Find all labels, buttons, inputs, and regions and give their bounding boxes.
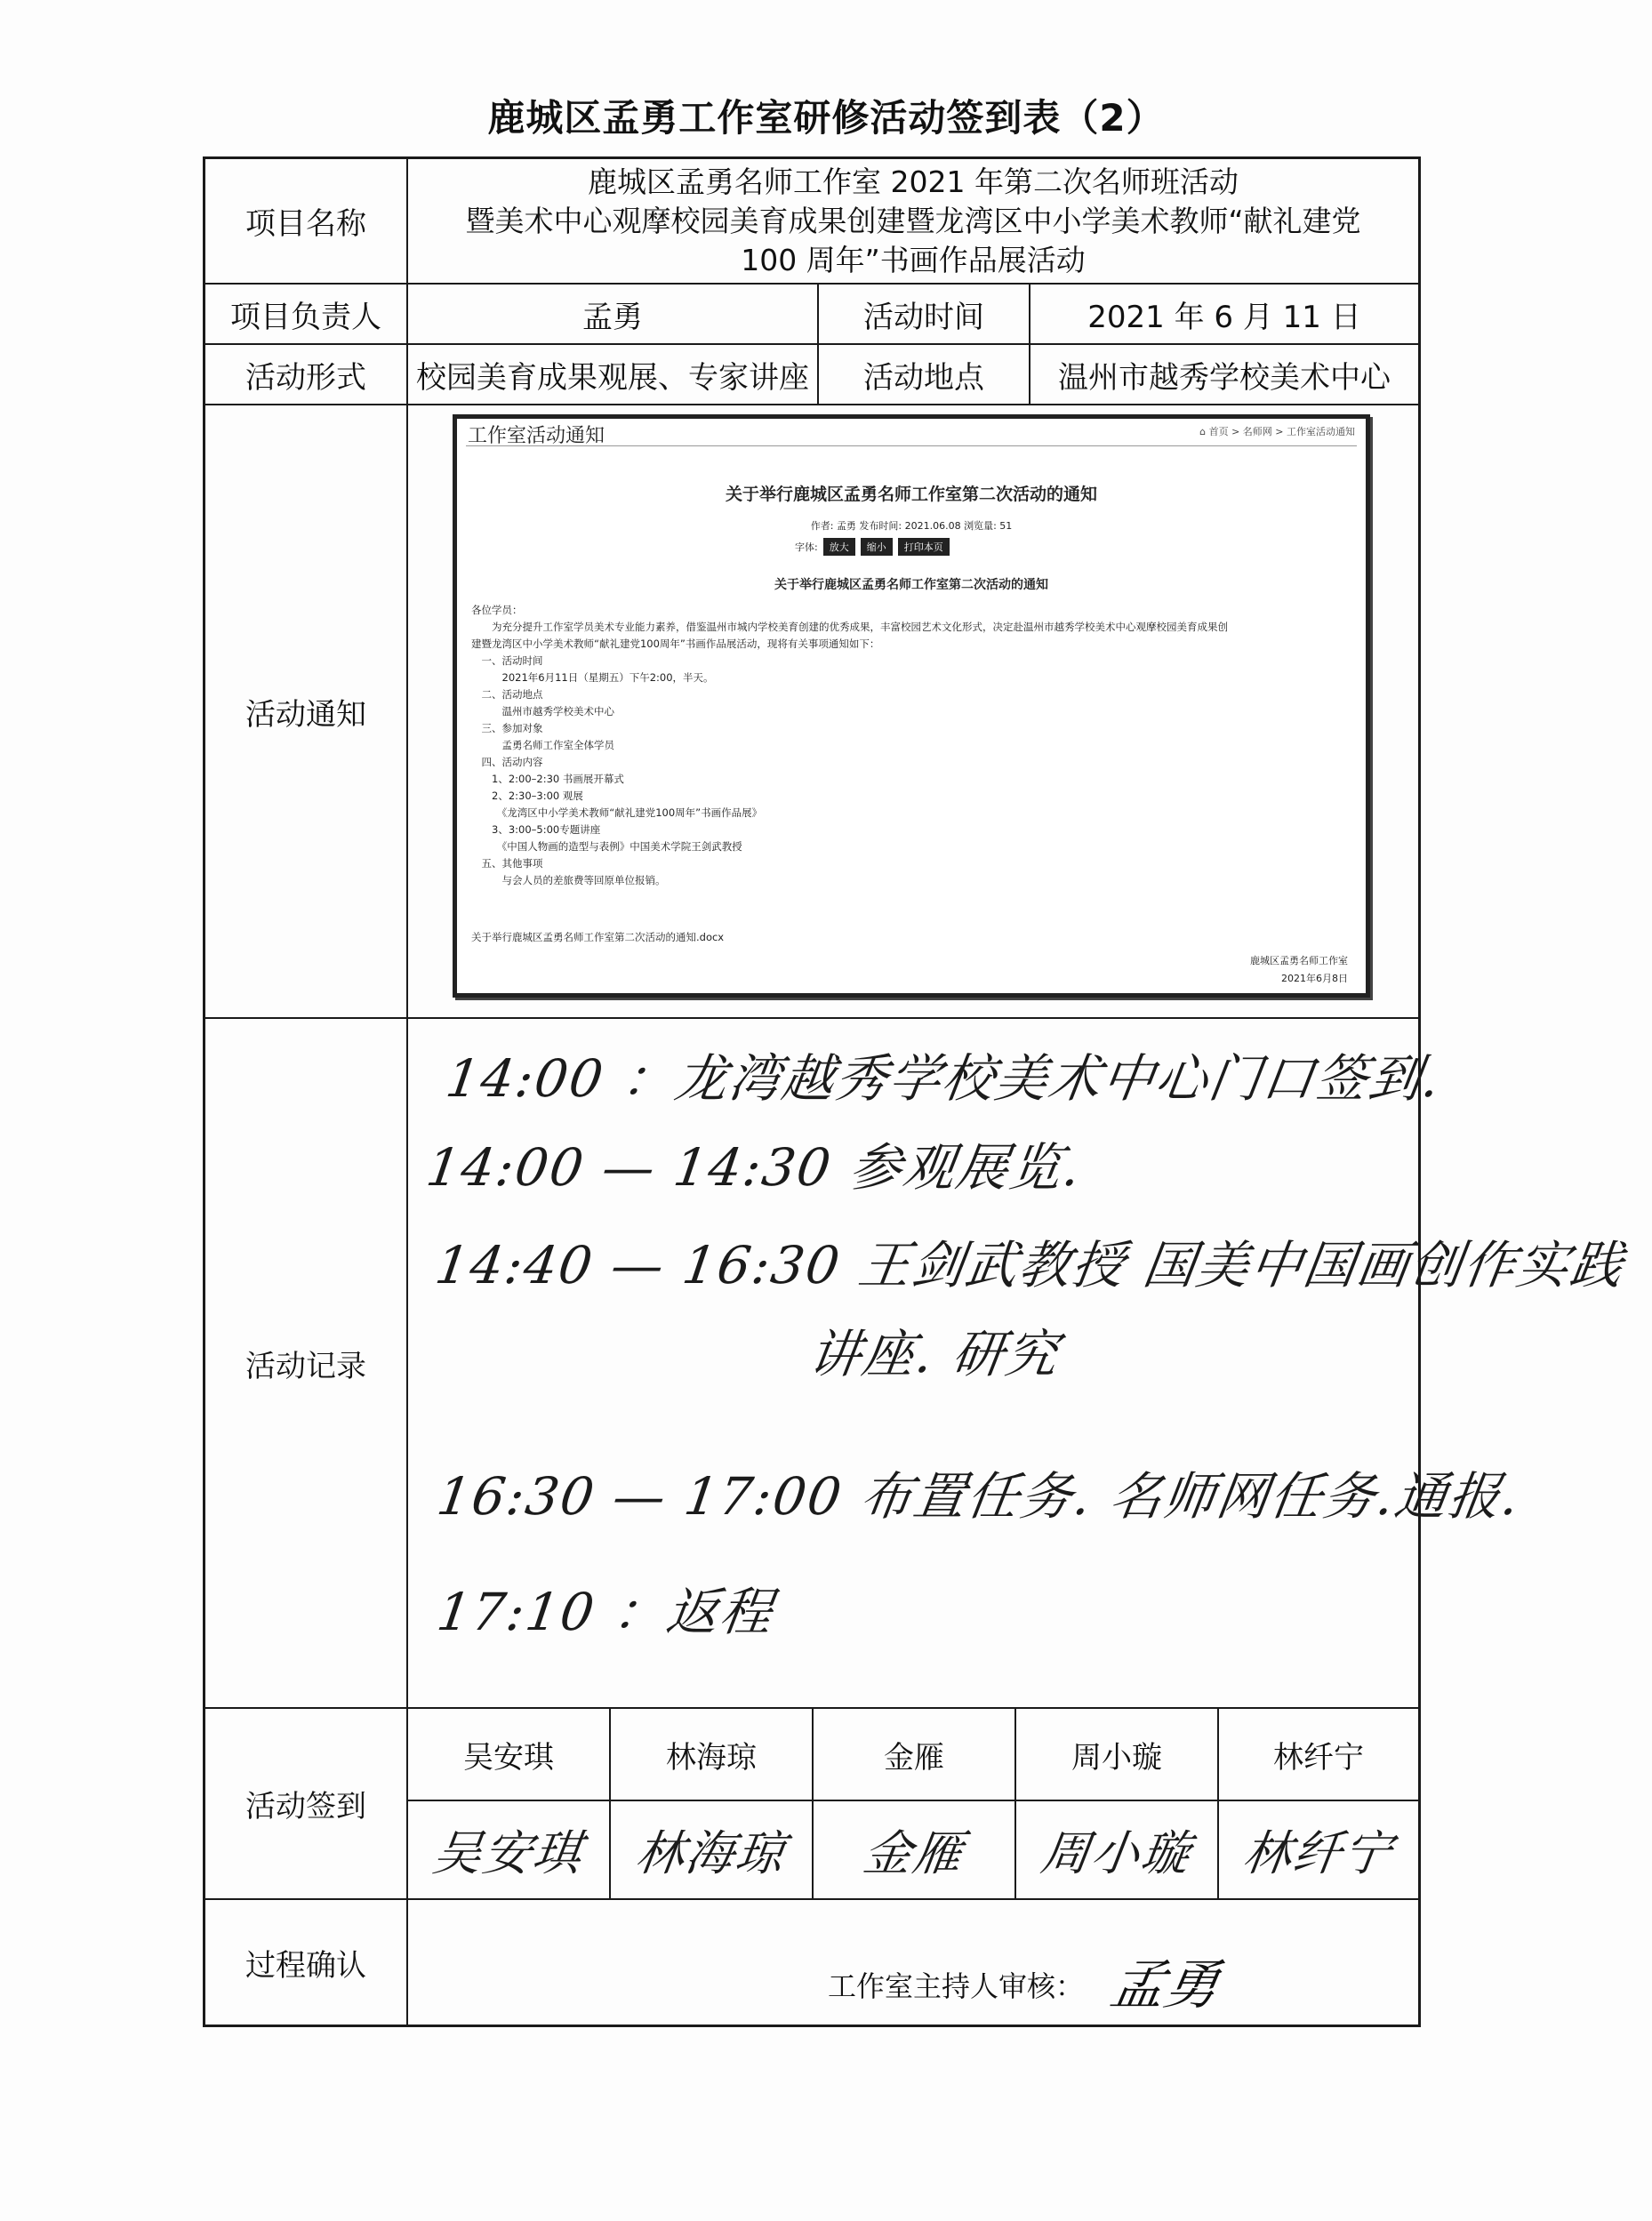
- handwritten-signature: 金雁: [860, 1825, 967, 1881]
- notice-line: 五、其他事项: [471, 857, 543, 870]
- record-line: 14:00 ：龙湾越秀学校美术中心门口签到.: [442, 1048, 1446, 1109]
- notice-line: 3、3:00–5:00专题讲座: [471, 823, 601, 836]
- print-button[interactable]: 打印本页: [898, 538, 950, 556]
- sign-org: 鹿城区孟勇名师工作室: [1250, 955, 1348, 966]
- signature-cell: [611, 1801, 814, 1898]
- notice-title: 关于举行鹿城区孟勇名师工作室第二次活动的通知: [725, 485, 1097, 504]
- notice-line: 2021年6月11日（星期五）下午2:00，半天。: [471, 671, 714, 684]
- signature-cell: [408, 1801, 611, 1898]
- project-name-value: [408, 159, 1418, 283]
- font-controls: [795, 538, 950, 556]
- confirm-label: 过程确认: [205, 1900, 408, 2025]
- notice-line: 建暨龙湾区中小学美术教师“献礼建党100周年”书画作品展活动，现将有关事项通知如下：: [471, 637, 880, 650]
- row-signin: [205, 1709, 1418, 1900]
- project-name-line: 100 周年”书画作品展活动: [741, 242, 1086, 277]
- row-leader-time: [205, 285, 1418, 345]
- handwritten-signature: 林海琼: [632, 1825, 790, 1881]
- notice-line: 各位学员：: [471, 604, 523, 616]
- notice-line: 温州市越秀学校美术中心: [471, 705, 614, 718]
- row-confirm: [205, 1900, 1418, 2025]
- notice-line: 为充分提升工作室学员美术专业能力素养，借鉴温州市城内学校美育创建的优秀成果，丰富校园艺术文化形式，决定赴温州市越秀学校美术中心观摩校园美育成果创: [471, 621, 1228, 633]
- notice-meta: 作者: 孟勇 发布时间: 2021.06.08 浏览量: 51: [810, 520, 1013, 532]
- notice-subtitle: 关于举行鹿城区孟勇名师工作室第二次活动的通知: [774, 578, 1048, 592]
- signin-names-row: [408, 1709, 1418, 1801]
- review-signature: 孟勇: [1105, 1954, 1224, 2017]
- signin-name: 吴安琪: [408, 1709, 611, 1800]
- project-name-line: 鹿城区孟勇名师工作室 2021 年第二次名师班活动: [588, 164, 1239, 199]
- attachment-link[interactable]: 关于举行鹿城区孟勇名师工作室第二次活动的通知.docx: [471, 931, 725, 943]
- time-value: 2021 年 6 月 11 日: [1087, 299, 1361, 335]
- font-shrink-button[interactable]: 缩小: [861, 538, 893, 556]
- signin-name: 林纤宁: [1273, 1739, 1364, 1776]
- record-line: 讲座. 研究: [805, 1324, 1063, 1384]
- signin-form-table: [203, 156, 1629, 2027]
- form-label: 活动形式: [205, 345, 408, 404]
- notice-line: 孟勇名师工作室全体学员: [471, 739, 614, 751]
- signin-label: 活动签到: [205, 1709, 408, 1898]
- signin-name: 金雁: [814, 1709, 1016, 1800]
- font-enlarge-button[interactable]: 放大: [823, 538, 855, 556]
- record-line: 14:00 — 14:30 参观展览.: [422, 1137, 1087, 1198]
- signature-cell: [1219, 1801, 1418, 1898]
- project-name-line: 暨美术中心观摩校园美育成果创建暨龙湾区中小学美术教师“献礼建党: [465, 203, 1361, 238]
- record-label: 活动记录: [205, 1019, 408, 1707]
- form-value: 校园美育成果观展、专家讲座: [408, 345, 819, 404]
- notice-line: 《龙湾区中小学美术教师“献礼建党100周年”书画作品展》: [471, 806, 763, 819]
- leader-value: 孟勇: [408, 285, 819, 343]
- notice-signature: [1250, 952, 1348, 988]
- notice-header: 工作室活动通知: [468, 425, 605, 447]
- notice-line: 四、活动内容: [471, 756, 543, 768]
- document-title: 鹿城区孟勇工作室研修活动签到表（2）: [487, 96, 1165, 140]
- handwritten-signature: 林纤宁: [1239, 1825, 1397, 1881]
- notice-body: [471, 602, 1351, 889]
- signature-cell: [814, 1801, 1016, 1898]
- signin-name: 周小璇: [1016, 1709, 1219, 1800]
- time-label: 活动时间: [819, 285, 1030, 343]
- record-line: 17:10 ：返程: [433, 1582, 778, 1642]
- notice-label: 活动通知: [205, 405, 408, 1017]
- signature-cell: [1016, 1801, 1219, 1898]
- record-line: 14:40 — 16:30 王剑武教授 国美中国画创作实践: [431, 1235, 1629, 1295]
- notice-line: 2、2:30–3:00 观展: [471, 790, 583, 802]
- notice-line: 与会人员的差旅费等回原单位报销。: [471, 874, 666, 886]
- signin-name: 林海琼: [611, 1709, 814, 1800]
- row-record: [205, 1019, 1629, 1709]
- signin-signatures-row: [408, 1801, 1418, 1898]
- breadcrumb: ⌂ 首页 > 名师网 > 工作室活动通知: [1199, 426, 1355, 437]
- notice-line: 《中国人物画的造型与表例》中国美术学院王剑武教授: [471, 840, 742, 853]
- font-label: 字体:: [795, 541, 818, 553]
- leader-label: 项目负责人: [205, 285, 408, 343]
- notice-line: 1、2:00–2:30 书画展开幕式: [471, 773, 624, 785]
- notice-screenshot: [453, 414, 1370, 998]
- project-name-label: 项目名称: [205, 159, 408, 283]
- notice-line: 二、活动地点: [471, 688, 543, 701]
- row-notice: [205, 405, 1418, 1019]
- record-line: 16:30 — 17:00 布置任务. 名师网任务.通报.: [433, 1466, 1525, 1527]
- sign-date: 2021年6月8日: [1281, 973, 1348, 984]
- review-label: 工作室主持人审核：: [828, 1969, 1085, 2003]
- row-form-place: [205, 345, 1418, 405]
- divider: [466, 445, 1357, 446]
- place-label: 活动地点: [819, 345, 1030, 404]
- handwritten-signature: 周小璇: [1038, 1825, 1195, 1881]
- row-project-name: [205, 159, 1418, 285]
- notice-line: 一、活动时间: [471, 654, 543, 667]
- notice-line: 三、参加对象: [471, 722, 543, 734]
- handwritten-signature: 吴安琪: [429, 1825, 587, 1881]
- place-value: 温州市越秀学校美术中心: [1058, 359, 1391, 396]
